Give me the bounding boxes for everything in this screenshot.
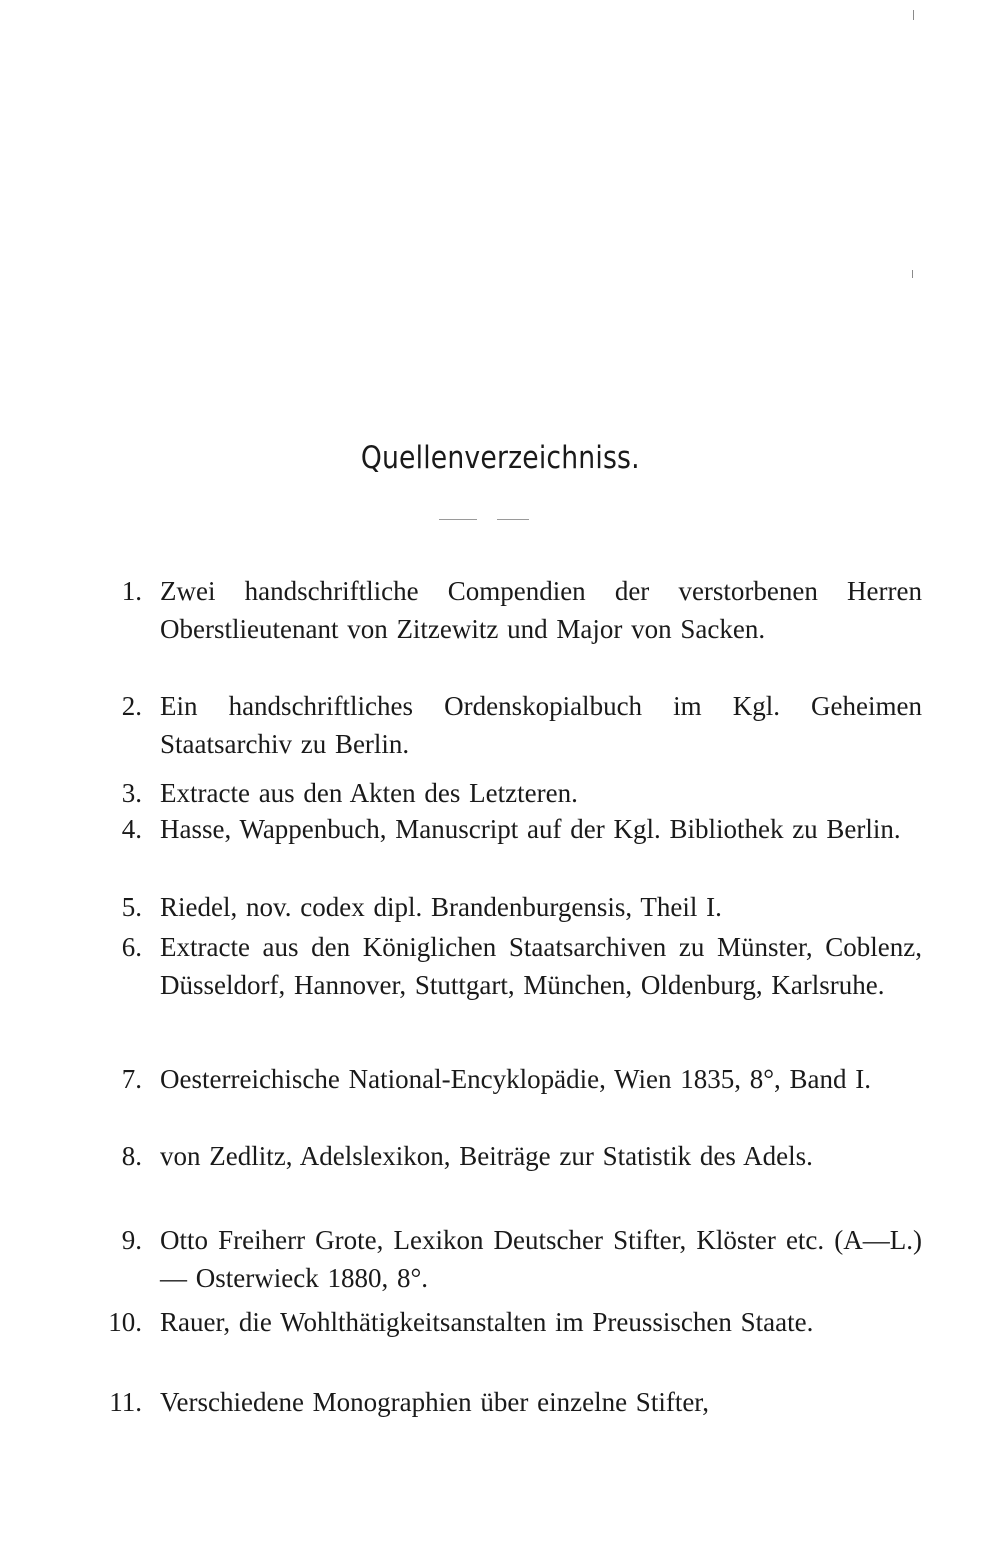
page-title: Quellenverzeichniss. [360,440,640,476]
entry-number: 3. [121,778,142,808]
entry-number: 4. [121,814,142,844]
source-entry [0,1221,1000,1303]
source-entry [0,1060,1000,1137]
page-speck [913,10,914,20]
source-entry [0,687,1000,774]
source-entry [0,572,1000,687]
source-list [0,572,1000,1423]
source-entry [0,888,1000,928]
title-rule [497,519,529,520]
entry-number: 6. [121,932,142,962]
source-entry [0,1303,1000,1383]
entry-text: Ein handschriftliches Ordenskopialbuch im Kgl. Geheimen Staatsarchiv zu Berlin. [160,691,922,760]
entry-text: Verschiedene Monographien über einzelne Stifter, [160,1387,709,1417]
entry-number: 9. [121,1225,142,1255]
entry-text: von Zedlitz, Adelslexikon, Beiträge zur Statistik des Adels. [160,1141,813,1171]
entry-number: 8. [121,1141,142,1171]
entry-text: Extracte aus den Königlichen Staatsarchiven zu Münster, Coblenz, Düsseldorf, Hannover, Stuttgart, München, Oldenburg, Karlsruhe. [160,932,922,1001]
entry-text: Oesterreichische National-Encyklopädie, Wien 1835, 8°, Band I. [160,1064,871,1094]
entry-text: Rauer, die Wohlthätigkeitsanstalten im Preussischen Staate. [160,1307,814,1337]
source-entry [0,1137,1000,1221]
entry-number: 2. [121,691,142,721]
source-entry [0,1383,1000,1423]
entry-number: 7. [121,1064,142,1094]
title-rule [439,519,477,520]
entry-number: 10. [108,1307,142,1337]
entry-number: 5. [121,892,142,922]
entry-text: Zwei handschriftliche Compendien der verstorbenen Herren Oberstlieutenant von Zitzewitz und Major von Sacken. [160,576,922,645]
page-speck [912,270,913,278]
source-entry [0,774,1000,810]
entry-text: Extracte aus den Akten des Letzteren. [160,778,578,808]
source-entry [0,810,1000,888]
entry-text: Otto Freiherr Grote, Lexikon Deutscher Stifter, Klöster etc. (A—L.) — Osterwieck 1880, 8°. [160,1225,922,1294]
entry-number: 11. [109,1387,142,1417]
entry-number: 1. [121,576,142,606]
entry-text: Riedel, nov. codex dipl. Brandenburgensis, Theil I. [160,892,722,922]
source-entry [0,928,1000,1060]
entry-text: Hasse, Wappenbuch, Manuscript auf der Kgl. Bibliothek zu Berlin. [160,814,901,844]
